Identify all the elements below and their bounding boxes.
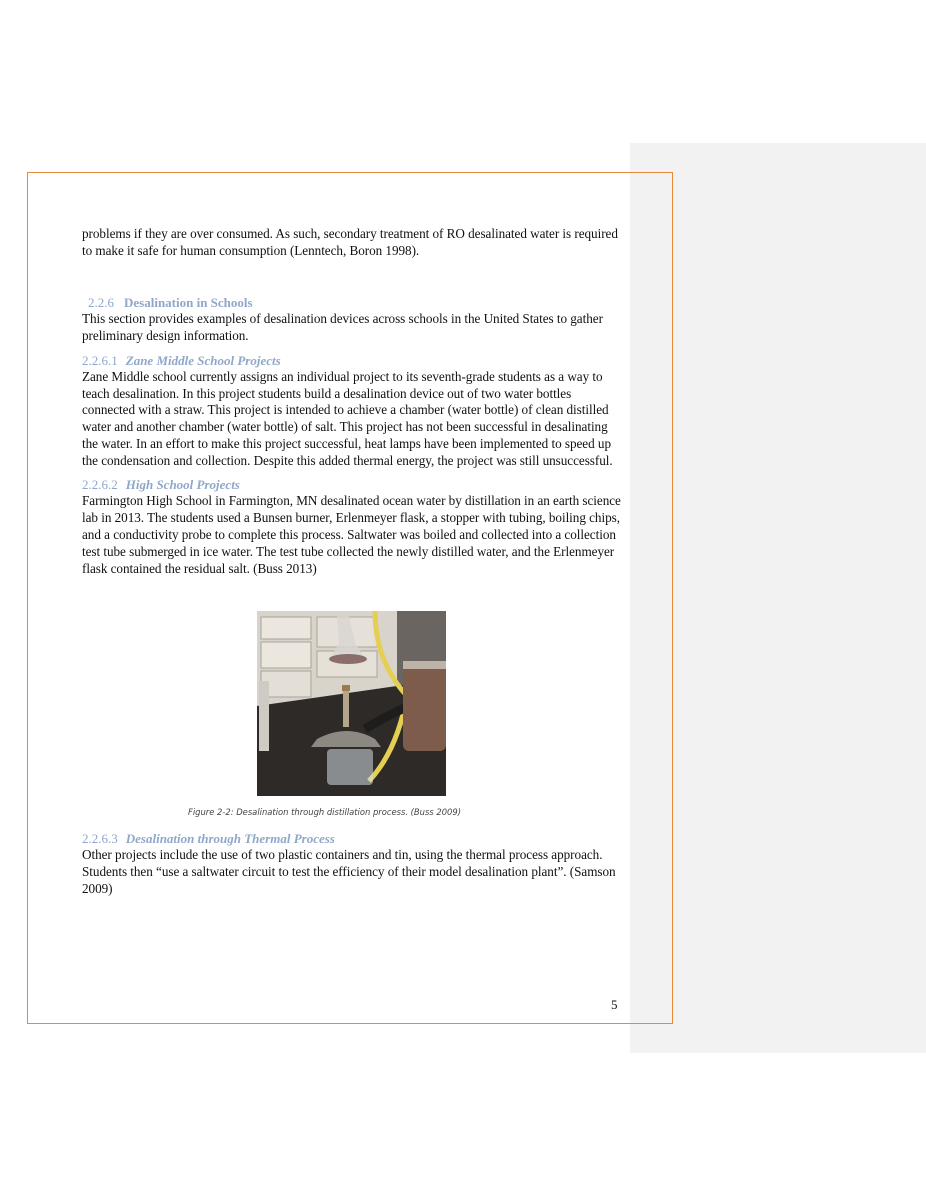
page-number: 5 [611,997,618,1012]
section-title: Desalination in Schools [124,294,253,310]
page-content [82,226,622,578]
subsection-heading-3 [82,830,622,847]
section-number: 2.2.6 [88,294,114,310]
subsection-heading-1 [82,352,622,369]
page-content-lower [82,830,622,898]
subsection-number-3: 2.2.6.3 [82,831,118,846]
distillation-photo [257,611,446,796]
subsection-paragraph-2: Farmington High School in Farmington, MN desalinated ocean water by distillation in an earth science lab in 2013. The students used a Bunsen burner, Erlenmeyer flask, a stopper with tubing, boiling chips, and a conductivity probe to complete this process. Saltwater was boiled and collected into a collection test tube submerged in ice water. The test tube collected the newly distilled water, and the Erlenmeyer flask contained the residual salt. (Buss 2013) [82,493,621,576]
subsection-number-2: 2.2.6.2 [82,477,118,493]
distillation-photo-drawing [257,611,446,796]
subsection-number-1: 2.2.6.1 [82,352,118,368]
section-paragraph: This section provides examples of desalination devices across schools in the United States to gather preliminary design information. [82,310,603,343]
figure-caption: Figure 2-2: Desalination through distillation process. (Buss 2009) [188,807,461,817]
subsection-title-2: High School Projects [125,477,240,493]
subsection-paragraph-1: Zane Middle school currently assigns an individual project to its seventh-grade students as a way to teach desalination. In this project students build a desalination device out of two water bottles connected with a straw. This project is intended to achieve a chamber (water bottle) of clean distilled water and another chamber (water bottle) of salt. This project has not been successful in desalinating the water. In an effort to make this project successful, heat lamps have been implemented to speed up the condensation and collection. Despite this added thermal energy, the project was still unsuccessful. [82,368,613,469]
subsection-heading-2 [82,476,622,493]
comment-pane [630,143,926,1053]
subsection-paragraph-3: Other projects include the use of two plastic containers and tin, using the thermal process approach. Students then “use a saltwater circuit to test the efficiency of their model desalination plant”. (Samson 2009) [82,847,616,896]
section-heading [88,294,622,311]
intro-paragraph: problems if they are over consumed. As such, secondary treatment of RO desalinated water is required to make it safe for human consumption (Lenntech, Boron 1998). [82,226,618,258]
subsection-title-1: Zane Middle School Projects [125,352,281,368]
subsection-title-3: Desalination through Thermal Process [125,831,335,846]
